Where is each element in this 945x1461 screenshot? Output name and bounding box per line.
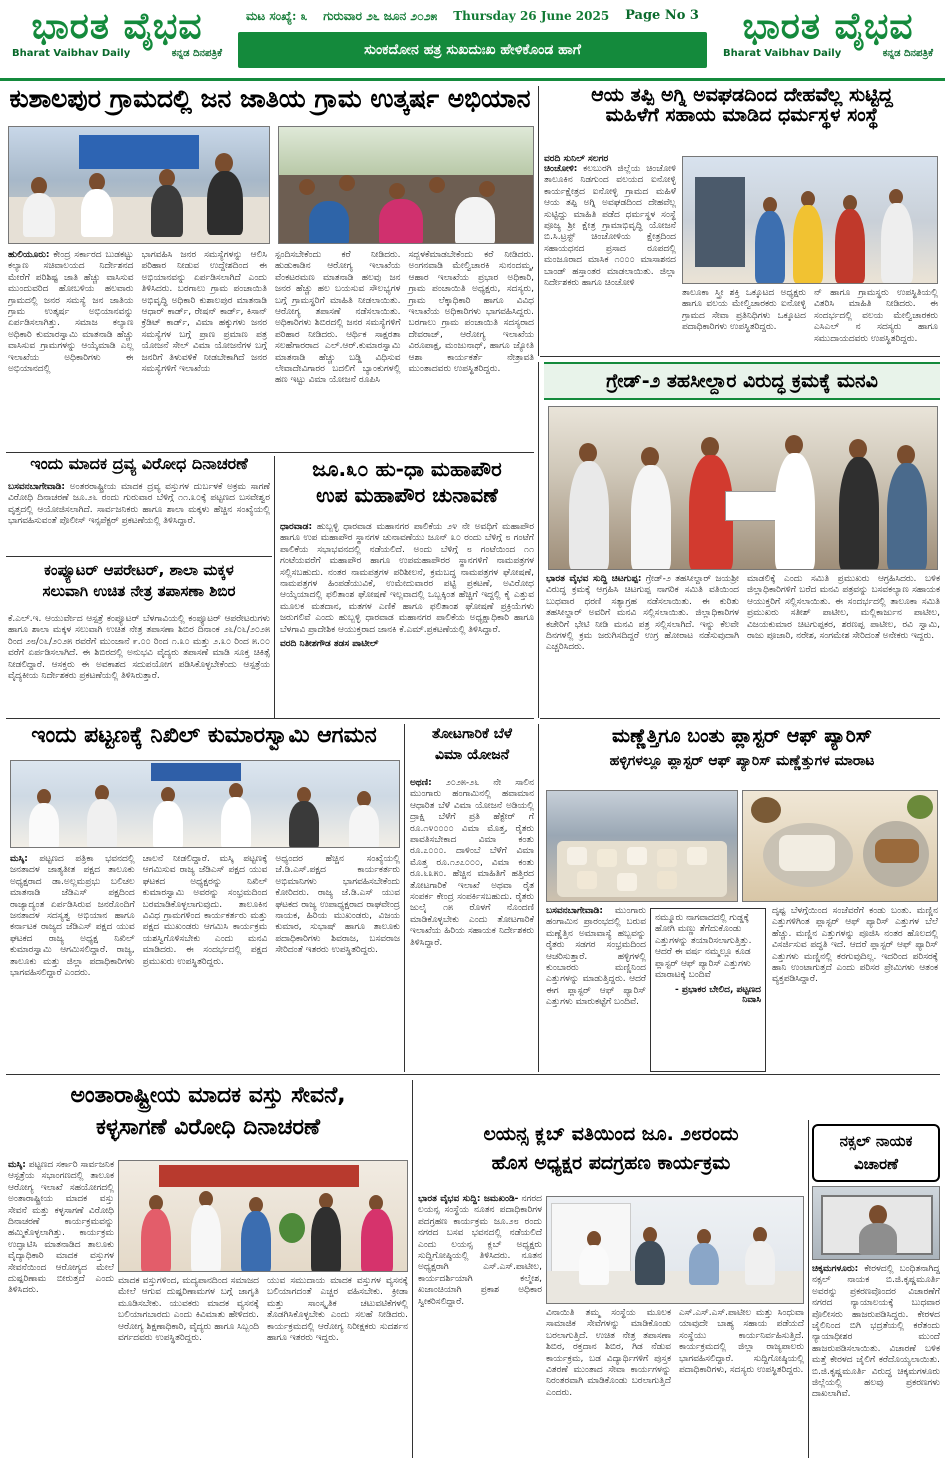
dateline: ಮಸ್ಕಿ:: [10, 854, 28, 864]
headline-line-2: ಉಪ ಮಹಾಪೌರ ಚುನಾವಣೆ: [316, 483, 498, 507]
photo-meeting-stage: [8, 126, 270, 244]
headline-line-2: ವಿಚಾರಣೆ: [853, 1154, 899, 1173]
paragraph: ಕೆ.ಎಲ್.ಇ. ಆಯುರ್ವೇದ ಆಸ್ಪತ್ರೆ ಕಂಪ್ಯೂಟರ್ ಬೆಳಗಾವಿಯಲ್ಲಿ ಕಂಪ್ಯೂಟರ್ ಆಪರೇಟರುಗಳು ಹಾಗೂ ಶಾಲಾ ಮಕ್ಕಳ ಸಲುವಾಗಿ ಉಚಿತ ನೇತ್ರ ತಪಾಸಣಾ ಶಿಬಿರ ದಿನಾಂಕ ೨೬/೦೬/೨೦೨೫ ರಿಂದ ೨೮/೦೬/೨೦೨೫ ರವರೆಗೆ ಮುಂಜಾನೆ ೯.೦೦ ರಿಂದ ೧.೩೦ ಮತ್ತು ೨.೩೦ ರಿಂದ ೫.೦೦ ವರೆಗೆ ಏರ್ಪಡಿಸಲಾಗಿದೆ. ಈ ಶಿಬಿರದಲ್ಲಿ ಅನುಭವಿ ವೈದ್ಯರು ತಪಾಸಣೆ ಮಾಡಿ ಸೂಕ್ತ ಚಿಕಿತ್ಸೆ ನೀಡಲಿದ್ದಾರೆ. ಆಸಕ್ತರು ಈ ಅವಕಾಶದ ಸದುಪಯೋಗ ಪಡಿಸಿಕೊಳ್ಳಬೇಕೆಂದು ಆಸ್ಪತ್ರೆಯ ವೈದ್ಯಕೀಯ ನಿರ್ದೇಶಕರು ಪ್ರಕಟಣೆಯಲ್ಲಿ ತಿಳಿಸಿರುತ್ತಾರೆ.: [8, 614, 270, 682]
quote-box: [650, 908, 766, 1072]
masthead-rule: [0, 78, 945, 81]
photo-bond-handover: [682, 156, 938, 284]
brand-subtitle-en: Bharat Vaibhav Daily: [12, 48, 131, 59]
divider: [6, 718, 534, 719]
paragraph: ದೃಷ್ಟ ಬೆಳಗ್ಗೆಯಿಂದ ಸಂಜೆವರೆಗೆ ಕಂಡು ಬಂತು. ಮಣ್ಣಿನ ಎತ್ತುಗಳಿಗಿಂತ ಪ್ಲಾಸ್ಟರ್ ಆಫ್ ಪ್ಯಾರಿಸ್ ಎತ್ತುಗಳ ಬೆಲೆ ಹೆಚ್ಚು. ಮಣ್ಣಿನ ಎತ್ತುಗಳನ್ನು ಪೂಜಿಸಿ ನಂತರ ಹೊಲದಲ್ಲಿ ವಿಸರ್ಜಿಸುವ ಪದ್ಧತಿ ಇದೆ. ಆದರೆ ಪ್ಲಾಸ್ಟರ್ ಆಫ್ ಪ್ಯಾರಿಸ್ ಎತ್ತುಗಳು ಮಣ್ಣಿನಲ್ಲಿ ಕರಗುವುದಿಲ್ಲ. ಇದರಿಂದ ಪರಿಸರಕ್ಕೆ ಹಾನಿ ಉಂಟಾಗುತ್ತದೆ ಎಂದು ಪರಿಸರ ಪ್ರೇಮಿಗಳು ಆತಂಕ ವ್ಯಕ್ತಪಡಿಸಿದ್ದಾರೆ.: [772, 906, 938, 985]
paragraph: ಎಸ್.ಎಸ್.ಎಸ್.ಪಾಟೀಲ ಮತ್ತು ಸಿಂಧುವಾ ಯಾವುದೇ ಬಾಹ್ಯ ಸಹಾಯ ಪಡೆಯದೆ ಸಂಸ್ಥೆಯು ಕಾರ್ಯನಿರ್ವಹಿಸುತ್ತಿದೆ. ಕಾರ್ಯಕ್ರಮದಲ್ಲಿ ಜಿಲ್ಲಾ ರಾಜ್ಯಪಾಲರು ಭಾಗವಹಿಸಲಿದ್ದಾರೆ. ಸುದ್ದಿಗೋಷ್ಠಿಯಲ್ಲಿ ಪದಾಧಿಕಾರಿಗಳು, ಸದಸ್ಯರು ಉಪಸ್ಥಿತರಿದ್ದರು.: [679, 1308, 804, 1376]
article-drug-day-body: [8, 482, 270, 552]
date-kannada: ಗುರುವಾರ ೨೬ ಜೂನ ೨೦೨೫: [323, 9, 438, 23]
brand-logo-left: [4, 4, 230, 70]
headline-line-1: ಆಯ ತಪ್ಪಿ ಅಗ್ನಿ ಅವಘಡದಿಂದ ದೇಹವೆಲ್ಲ ಸುಟ್ಟಿದ್ದ: [591, 86, 893, 106]
issue-number: ಮಟ ಸಂಖ್ಯೆ: ೩: [246, 9, 308, 23]
paragraph: ನಗರದ ಲಯನ್ಸ ಸಂಸ್ಥೆಯ ನೂತನ ಪದಾಧಿಕಾರಿಗಳ ಪದಗ್ರಹಣ ಕಾರ್ಯಕ್ರಮ ಜೂ.೨೮ ರಂದು ನಗರದ ಬಸವ ಭವನದಲ್ಲಿ ನಡೆಯಲಿದೆ ಎಂದು ಲಯನ್ಸ ಕ್ಲಬ್ ಅಧ್ಯಕ್ಷರು ಸುದ್ದಿಗೋಷ್ಠಿಯಲ್ಲಿ ತಿಳಿಸಿದರು. ನೂತನ ಅಧ್ಯಕ್ಷರಾಗಿ ಎಸ್.ಎಸ್.ಪಾಟೀಲ, ಕಾರ್ಯದರ್ಶಿಯಾಗಿ ಕಲ್ಮೇಶ, ಖಜಾಂಚಿಯಾಗಿ ಪ್ರಕಾಶ ಅಧಿಕಾರ ಸ್ವೀಕರಿಸಲಿದ್ದಾರೆ.: [418, 1194, 542, 1307]
article-crop-insurance-body: [410, 778, 534, 1068]
divider: [538, 724, 539, 1072]
paragraph: ಮಾದಕ ವಸ್ತುಗಳಿಂದ, ಮದ್ಯಪಾನದಿಂದ ಸಮಾಜದ ಮೇಲೆ ಆಗುವ ದುಷ್ಪರಿಣಾಮಗಳ ಬಗ್ಗೆ ಜಾಗೃತಿ ಮೂಡಿಸಬೇಕು. ಯುವಕರು ಮಾದಕ ವ್ಯಸನಕ್ಕೆ ಬಲಿಯಾಗಬಾರದು ಎಂದು ಕಿವಿಮಾತು ಹೇಳಿದರು. ಆರೋಗ್ಯ ಶಿಕ್ಷಣಾಧಿಕಾರಿ, ವೈದ್ಯರು ಹಾಗೂ ಸಿಬ್ಬಂದಿ ವರ್ಗದವರು ಉಪಸ್ಥಿತರಿದ್ದರು.: [118, 1276, 259, 1344]
byline: ವರದಿ ಸುನಿಲ್ ಸಲಗರ: [544, 154, 609, 164]
divider: [6, 556, 272, 557]
paragraph: ಸದ್ಬಳಕೆಮಾಡಬೇಕೆಂದು ಕರೆ ನೀಡಿದರು. ಅಂಗನವಾಡಿ ಮೇಲ್ವಿಚಾರಕಿ ಸುನಂದಮ್ಮ, ಆಹಾರ ಇಲಾಖೆಯ ಪ್ರಭಾರ ಅಧಿಕಾರಿ, ಗ್ರಾಮ ಪಂಚಾಯಿತಿ ಅಧ್ಯಕ್ಷರು, ಸದಸ್ಯರು, ಗ್ರಾಮ ಲೆಕ್ಕಾಧಿಕಾರಿ ಹಾಗೂ ವಿವಿಧ ಇಲಾಖೆಯ ಅಧಿಕಾರಿಗಳು ಭಾಗವಹಿಸಿದ್ದರು. ಬರಗಾಲು ಗ್ರಾಮ ಪಂಚಾಯಿತಿ ಸದಸ್ಯರಾದ ದೇವರಾಜ್, ಆರೋಗ್ಯ ಇಲಾಖೆಯ ವಿರೂಪಾಕ್ಷ, ಮಂಜುನಾಥ್, ಹಾಗೂ ಜ್ಯೋತಿ ಆಶಾ ಕಾರ್ಯಕರ್ತೆ ನೇತ್ರಾವತಿ ಮುಂತಾದವರು ಉಪಸ್ಥಿತರಿದ್ದರು.: [408, 250, 534, 375]
dateline: ಬಸವನಬಾಗೇವಾಡಿ:: [546, 906, 604, 916]
paragraph: ಪಟ್ಟಣದ ಪತ್ರಿಕಾ ಭವನದಲ್ಲಿ ಜನತಾದಳ ಜಾತ್ಯತೀತ ಪಕ್ಷದ ತಾಲೂಕು ಅಧ್ಯಕ್ಷರಾದ ಡಾ.ಅಲ್ಲಮಪ್ರಭು ಬಲಿಚಲ ಮಾತನಾಡಿ ಜೆಡಿಎಸ್ ಪಕ್ಷದಿಂದ ರಾಜ್ಯಾದ್ಯಂತ ಏರ್ಪಡಿಸಿರುವ ಜನರೊಂದಿಗೆ ಜನತಾದಳ ಸದಸ್ಯತ್ವ ಅಭಿಯಾನ ಹಾಗೂ ಕರ್ನಾಟಕ ರಾಜ್ಯದ ಜೆಡಿಎಸ್ ಪಕ್ಷದ ಯುವ ಘಟಕದ ರಾಜ್ಯ ಅಧ್ಯಕ್ಷ ನಿಖಿಲ್ ಕುಮಾರಸ್ವಾಮಿ ಆಗಮಿಸಲಿದ್ದಾರೆ. ರಾಜ್ಯ, ತಾಲೂಕು ಮತ್ತು ಜಿಲ್ಲಾ ಪದಾಧಿಕಾರಿಗಳು ಭಾಗವಹಿಸಲಿದ್ದಾರೆ ಎಂದರು.: [10, 854, 135, 979]
divider: [538, 86, 539, 356]
paragraph: ಕೇಂದ್ರ ಸರ್ಕಾರದ ಬುಡಕಟ್ಟು ಕಲ್ಯಾಣ ಸಚಿವಾಲಯದ ನಿರ್ದೇಶನದ ಮೇರೆಗೆ ಪರಿಶಿಷ್ಟ ಜಾತಿ ಹೆಚ್ಚು ವಾಸಿಸುವ ಮುಂದುವರಿದ ಹೋಬಳಿಯ ಹಲವಾರು ಗ್ರಾಮದಲ್ಲಿ ಜನರ ಸಮಸ್ಯೆ ಜನ ಜಾತಿಯ ಗ್ರಾಮ ಉತ್ಕರ್ಷ ಅಭಿಯಾನವನ್ನು ಏರ್ಪಡಿಸಲಾಗಿತ್ತು. ಸಮಾಜ ಕಲ್ಯಾಣ ಅಧಿಕಾರಿ ಕುಮಾರಸ್ವಾಮಿ ಮಾತನಾಡಿ ಹೆಚ್ಚು ವಾಸಿಸುವ ಗ್ರಾಮಗಳನ್ನು ಆಯ್ಕೆಮಾಡಿ ಎಲ್ಲ ಇಲಾಖೆಯ ಅಧಿಕಾರಿಗಳು ಈ ಅಭಿಯಾನದಲ್ಲಿ: [8, 250, 134, 375]
paragraph: ನ್ ಹಾಗೂ ಗ್ರಾಮಸ್ಥರು ಉಪಸ್ಥಿತಿಯಲ್ಲಿ ವಿತರಿಸಿ ಮಾಹಿತಿ ನೀಡಿದರು. ಈ ಸಂದರ್ಭದಲ್ಲಿ ವಲಯ ಮೇಲ್ವಿಚಾರಕರು ಎಸಿಎಲ್ ನ ಸದಸ್ಯರು ಹಾಗೂ ಸಮುದಾಯದವರು ಉಪಸ್ಥಿತರಿದ್ದರು.: [814, 288, 938, 344]
page-number: Page No 3: [625, 8, 699, 23]
divider: [6, 452, 534, 453]
article-lions-club-body: [418, 1194, 542, 1456]
divider: [540, 356, 940, 357]
masthead-center: [238, 6, 707, 72]
headline-line-1: ನಕ್ಸಲ್ ನಾಯಕ: [839, 1132, 913, 1150]
article-dharmasthala: [544, 86, 940, 152]
dateline: ಚಿಂಚೋಳಿ:: [544, 164, 578, 174]
paragraph: ವಿನಾಯಿತಿ ತಮ್ಮ ಸಂಸ್ಥೆಯ ಮೂಲಕ ಸಾಮಾಜಿಕ ಸೇವೆಗಳನ್ನು ಮಾಡಿಕೊಂಡು ಬರಲಾಗುತ್ತಿದೆ. ಉಚಿತ ನೇತ್ರ ತಪಾಸಣಾ ಶಿಬಿರ, ರಕ್ತದಾನ ಶಿಬಿರ, ಗಿಡ ನೆಡುವ ಕಾರ್ಯಕ್ರಮ, ಬಡ ವಿದ್ಯಾರ್ಥಿಗಳಿಗೆ ಪುಸ್ತಕ ವಿತರಣೆ ಮುಂತಾದ ಸೇವಾ ಕಾರ್ಯಗಳನ್ನು ನಿರಂತರವಾಗಿ ಮಾಡಿಕೊಂಡು ಬರಲಾಗುತ್ತಿದೆ ಎಂದರು.: [546, 1308, 671, 1398]
headline-line-1: ಅಂತಾರಾಷ್ಟ್ರೀಯ ಮಾದಕ ವಸ್ತು ಸೇವನೆ,: [70, 1083, 346, 1108]
article-plaster-bulls: [544, 722, 940, 786]
headline: ಕುಶಾಲಪುರ ಗ್ರಾಮದಲ್ಲಿ ಜನ ಜಾತಿಯ ಗ್ರಾಮ ಉತ್ಕರ್ಷ ಅಭಿಯಾನ: [9, 86, 531, 113]
paragraph: ಮಾಡಲಿಕ್ಕೆ ಎಂದು ಸಮಿತಿ ಪ್ರಮುಖರು ಆಗ್ರಹಿಸಿದರು. ಬಳಿಕ ಜಿಲ್ಲಾಧಿಕಾರಿಗಳಿಗೆ ಬರೆದ ಮನವಿ ಪತ್ರವನ್ನು ಬಸವಕಲ್ಯಾಣ ಸಹಾಯಕ ಆಯುಕ್ತರಿಗೆ ಸಲ್ಲಿಸಲಾಯಿತು. ಈ ಸಂದರ್ಭದಲ್ಲಿ ತಾಲೂಕಾ ಸಮಿತಿ ಪ್ರಮುಖರು ಸತೀಶ್ ಪಾಟೀಲ, ಮಲ್ಲಿಕಾರ್ಜುನ ಪಾಟೀಲ, ವಿಜಯಕುಮಾರ ಚಿಟಗುಪ್ಪಕರ, ಶರಣಪ್ಪ ಪಾಟೀಲ, ರವಿ ಸ್ವಾಮಿ, ರಾಜು ಪೂಜಾರಿ, ನರೇಶ, ಸಂಗಮೇಶ ಸೇರಿದಂತೆ ಅನೇಕರು ಇದ್ದರು.: [747, 574, 940, 642]
divider: [808, 1120, 809, 1458]
photo-crowd-villagers: [278, 126, 534, 244]
masthead: [0, 0, 945, 78]
headline-line-2: ಮಹಿಳೆಗೆ ಸಹಾಯ ಮಾಡಿದ ಧರ್ಮಸ್ಥಳ ಸಂಸ್ಥೆ: [605, 103, 879, 126]
brand-subtitle-kn: ಕನ್ನಡ ದಿನಪತ್ರಿಕೆ: [171, 48, 222, 59]
article-kushalapura: [6, 86, 534, 122]
article-lions-club-body-2: [546, 1308, 804, 1456]
brand-title: ಭಾರತ ವೈಭವ: [31, 5, 203, 47]
article-mayor-election: [280, 456, 534, 516]
brand-title: ಭಾರತ ವೈಭವ: [742, 5, 914, 47]
photo-bull-idols-market: [546, 790, 738, 902]
paragraph: ಭಾಗವಹಿಸಿ ಜನರ ಸಮಸ್ಯೆಗಳನ್ನು ಆಲಿಸಿ ಪರಿಹಾರ ನೀಡುವ ಉದ್ದೇಶದಿಂದ ಈ ಅಭಿಯಾನವನ್ನು ಏರ್ಪಡಿಸಲಾಗಿದೆ ಎಂದು ತಿಳಿಸಿದರು. ಬರಗಾಲು ಗ್ರಾಮ ಪಂಚಾಯಿತಿ ಅಭಿವೃದ್ಧಿ ಅಧಿಕಾರಿ ಕುಶಾಲಪುರ ಮಾತನಾಡಿ ಆಧಾರ್ ಕಾರ್ಡ್, ರೇಷನ್ ಕಾರ್ಡ್, ಕಿಸಾನ್ ಕ್ರೆಡಿಟ್ ಕಾರ್ಡ್, ವಿಮಾ ಹಕ್ಕುಗಳು ಜನರ ಸಮಸ್ಯೆಗಳ ಬಗ್ಗೆ ಪ್ರಾಣ ಪ್ರಮಾಣ ಪತ್ರ ಯೋಜನೆ ಸೇಲ್ ವಿಮಾ ಯೋಜನೆಗಳ ಬಗ್ಗೆ ಜನರಿಗೆ ತಿಳುವಳಿಕೆ ನೀಡಬೇಕಾಗಿದೆ ಜನರ ಸಮಸ್ಯೆಗಳಿಗೆ ಇಲಾಖೆಯ: [141, 250, 267, 375]
dateline: ಧಾರವಾಡ:: [280, 522, 313, 532]
photo-lions-press-meet: [546, 1196, 804, 1304]
paragraph: ಮುಂಗಾರು ಹಂಗಾಮಿನ ಪ್ರಾರಂಭದಲ್ಲಿ ಬರುವ ಮಣ್ಣೆತ್ತಿನ ಅಮಾವಾಸ್ಯೆ ಹಬ್ಬವನ್ನು ರೈತರು ಸಡಗರ ಸಂಭ್ರಮದಿಂದ ಆಚರಿಸುತ್ತಾರೆ. ಹಳ್ಳಿಗಳಲ್ಲಿ ಕುಂಬಾರರು ಮಣ್ಣಿನಿಂದ ಎತ್ತುಗಳನ್ನು ಮಾಡುತ್ತಿದ್ದರು. ಆದರೆ ಈಗ ಪ್ಲಾಸ್ಟರ್ ಆಫ್ ಪ್ಯಾರಿಸ್ ಎತ್ತುಗಳು ಮಾರುಕಟ್ಟೆಗೆ ಬಂದಿವೆ.: [546, 906, 646, 1008]
paragraph: ಪಟ್ಟಣದ ಸರ್ಕಾರಿ ಸಾರ್ವಜನಿಕ ಆಸ್ಪತ್ರೆಯ ಸಭಾಂಗಣದಲ್ಲಿ ತಾಲೂಕ ಆರೋಗ್ಯ ಇಲಾಖೆ ಸಹಯೋಗದಲ್ಲಿ ಅಂತಾರಾಷ್ಟ್ರೀಯ ಮಾದಕ ವಸ್ತು ಸೇವನೆ ಮತ್ತು ಕಳ್ಳಸಾಗಣೆ ವಿರೋಧಿ ದಿನಾಚರಣೆ ಕಾರ್ಯಕ್ರಮವನ್ನು ಹಮ್ಮಿಕೊಳ್ಳಲಾಗಿತ್ತು. ಕಾರ್ಯಕ್ರಮ ಉದ್ಘಾಟಿಸಿ ಮಾತನಾಡಿದ ತಾಲೂಕು ವೈದ್ಯಾಧಿಕಾರಿ ಮಾದಕ ವಸ್ತುಗಳ ಸೇವನೆಯಿಂದ ಆರೋಗ್ಯದ ಮೇಲೆ ದುಷ್ಪರಿಣಾಮ ಬೀರುತ್ತದೆ ಎಂದು ತಿಳಿಸಿದರು.: [8, 1160, 114, 1296]
divider: [412, 1080, 413, 1458]
paragraph: ಚಾಲನೆ ನೀಡಲಿದ್ದಾರೆ. ಮಸ್ಕಿ ಪಟ್ಟಣಕ್ಕೆ ಆಗಮಿಸುವ ರಾಜ್ಯ ಜೆಡಿಎಸ್ ಪಕ್ಷದ ಯುವ ಘಟಕದ ಅಧ್ಯಕ್ಷರನ್ನು ನಿಖಿಲ್ ಕುಮಾರಸ್ವಾಮಿ ಅವರನ್ನು ಸಂಭ್ರಮದಿಂದ ಬರಮಾಡಿಕೊಳ್ಳಲಾಗುವುದು. ತಾಲೂಕಿನ ವಿವಿಧ ಗ್ರಾಮಗಳಿಂದ ಕಾರ್ಯಕರ್ತರು ಮತ್ತು ಪಕ್ಷದ ಮುಖಂಡರು ಆಗಮಿಸಿ ಕಾರ್ಯಕ್ರಮ ಯಶಸ್ವಿಗೊಳಿಸಬೇಕು ಎಂದು ಮನವಿ ಮಾಡಿದರು. ಈ ಸಂದರ್ಭದಲ್ಲಿ ಪಕ್ಷದ ಪ್ರಮುಖರು ಉಪಸ್ಥಿತರಿದ್ದರು.: [142, 854, 268, 967]
article-nikhil-visit: [8, 724, 400, 756]
divider: [6, 1074, 940, 1075]
article-anti-drug-day-body-2: [118, 1276, 408, 1456]
article-kushalapura-body: [8, 250, 534, 450]
quote-attribution: - ಪ್ರಭಾಕರ ಬೇಲಿದ, ಪಟ್ಟಣದ ನಿವಾಸಿ: [675, 985, 761, 1006]
paragraph: ಹುಬ್ಬಳ್ಳಿ ಧಾರವಾಡ ಮಹಾನಗರ ಪಾಲಿಕೆಯ ೨೪ ನೇ ಅವಧಿಗೆ ಮಹಾಪೌರ ಹಾಗೂ ಉಪ ಮಹಾಪೌರ ಸ್ಥಾನಗಳ ಚುನಾವಣೆಯು ಜೂನ್ ೩೦ ರಂದು ಬೆಳಿಗ್ಗೆ ೮ ಗಂಟೆಗೆ ಪಾಲಿಕೆಯ ಸಭಾಭವನದಲ್ಲಿ ನಡೆಯಲಿದೆ. ಅಂದು ಬೆಳಿಗ್ಗೆ ೮ ಗಂಟೆಯಿಂದ ೧೧ ಗಂಟೆಯವರೆಗೆ ಮಹಾಪೌರ ಹಾಗೂ ಉಪಮಹಾಪೌರರ ಸ್ಥಾನಗಳಿಗೆ ನಾಮಪತ್ರಗಳ ಸಲ್ಲಿಸಬಹುದು. ನಂತರ ನಾಮಪತ್ರಗಳ ಪರಿಶೀಲನೆ, ಕ್ರಮಬದ್ಧ ನಾಮಪತ್ರಗಳ ಘೋಷಣೆ, ನಾಮಪತ್ರಗಳ ಹಿಂಪಡೆಯುವಿಕೆ, ಉಮೇದುವಾರರ ಪಟ್ಟಿ ಪ್ರಕಟಣೆ, ಅವಿರೋಧ ಆಯ್ಕೆಯಾದಲ್ಲಿ ಫಲಿತಾಂಶ ಘೋಷಣೆ ಇಲ್ಲವಾದಲ್ಲಿ ಒಬ್ಬಕ್ಕಿಂತ ಹೆಚ್ಚಿಗೆ ಇದ್ದಲ್ಲಿ ಕೈ ಎತ್ತುವ ಮೂಲಕ ಮತದಾನ, ಮತಗಳ ಎಣಿಕೆ ಹಾಗೂ ಫಲಿತಾಂಶ ಘೋಷಣೆ ಪ್ರಕ್ರಿಯೆಗಳು ಜರುಗಲಿವೆ ಎಂದು ಹುಬ್ಬಳ್ಳಿ ಧಾರವಾಡ ಮಹಾನಗರ ಪಾಲಿಕೆಯ ಅಧ್ಯಕ್ಷಾಧಿಕಾರಿ ಹಾಗೂ ಬೆಳಗಾವಿ ಪ್ರಾದೇಶಿಕ ಆಯುಕ್ತರಾದ ಜಾನಕಿ ಕೆ.ಎಮ್.ಪ್ರಕಟಣೆಯಲ್ಲಿ ತಿಳಿಸಿದ್ದಾರೆ.: [280, 522, 534, 635]
date-english: Thursday 26 June 2025: [453, 9, 610, 23]
dateline: ಭಾರತ ವೈಭವ ಸುದ್ದಿ ಚಿಟಗುಪ್ಪ:: [546, 574, 642, 584]
article-lions-club: [418, 1120, 804, 1190]
headline-line-1: ಲಯನ್ಸ ಕ್ಲಬ್ ವತಿಯಿಂದ ಜೂ. ೨೮ರಂದು: [483, 1123, 739, 1145]
divider: [404, 724, 405, 1072]
divider: [540, 718, 940, 719]
headline-line-1: ಜೂ.೩೦ ಹು-ಧಾ ಮಹಾಪೌರ: [312, 457, 502, 481]
article-naxal-leader: [812, 1124, 940, 1182]
paragraph: ಅಂತರರಾಷ್ಟ್ರೀಯ ಮಾದಕ ದ್ರವ್ಯ ವಸ್ತುಗಳ ದುರ್ಬಳಕೆ ಅಕ್ರಮ ಸಾಗಣೆ ವಿರೋಧಿ ದಿನಾಚರಣೆ ಜೂ.೨೬ ರಂದು ಗುರುವಾರ ಬೆಳಿಗ್ಗೆ ೧೧.೩೦ಕ್ಕೆ ಪಟ್ಟಣದ ಬಸವೇಶ್ವರ ವೃತ್ತದಲ್ಲಿ ಆಯೋಜಿಸಲಾಗಿದೆ. ಸಾರ್ವಜನಿಕರು ಹಾಗೂ ಶಾಲಾ ಮಕ್ಕಳು ಹೆಚ್ಚಿನ ಸಂಖ್ಯೆಯಲ್ಲಿ ಭಾಗವಹಿಸುವಂತೆ ಪೊಲೀಸ್ ಇನ್ಸಪೆಕ್ಟರ್ ಪ್ರಕಟಣೆಯಲ್ಲಿ ತಿಳಿಸಿದ್ದಾರೆ.: [8, 482, 270, 527]
article-crop-insurance: [410, 724, 534, 774]
headline: ಇಂದು ಪಟ್ಟಣಕ್ಕೆ ನಿಖಿಲ್ ಕುಮಾರಸ್ವಾಮಿ ಆಗಮನ: [31, 724, 377, 748]
quote-text: ನಮ್ಮೂರು ನಾಗವಾದದಲ್ಲಿ ಗುಡ್ಡಕ್ಕೆ ಹೋಗಿ ಮಣ್ಣು ತೆಗೆದುಕೊಂಡು ಎತ್ತುಗಳನ್ನು ತಯಾರಿಸಲಾಗುತ್ತಿತ್ತು. ಆದರೆ ಈ ವರ್ಷ ನಮ್ಮಲ್ಲೂ ಕೂಡ ಪ್ಲಾಸ್ಟರ್ ಆಫ್ ಪ್ಯಾರಿಸ್ ಎತ್ತುಗಳು ಮಾರಾಟಕ್ಕೆ ಬಂದಿವೆ: [655, 913, 752, 981]
article-anti-drug-day-body: [8, 1160, 114, 1456]
tagline-banner: ಸುಂಕದೋನ ಹತ್ರ ಸುಖದುಃಖ ಹೇಳಿಕೊಂಡ ಹಾಗೆ: [238, 32, 707, 68]
article-dharmasthala-body-2: [682, 288, 938, 350]
paragraph: ಅಧ್ಯಂದರ ಹೆಚ್ಚಿನ ಸಂಖ್ಯೆಯಲ್ಲಿ ಜೆ.ಡಿ.ಎಸ್.ಪಕ್ಷದ ಕಾರ್ಯಕರ್ತರು ಅಭಿಮಾನಿಗಳು ಭಾಗವಹಿಸಬೇಕೆಂದು ಕೋರಿದರು. ರಾಜ್ಯ ಜೆ.ಡಿ.ಎಸ್ ಯುವ ಘಟಕದ ರಾಜ್ಯ ಉಪಾಧ್ಯಕ್ಷರಾದ ರಾಘವೇಂದ್ರ ನಾಯಕ, ಹಿರಿಯ ಮುಖಂಡರು, ವಿಜಯ ಕುಮಾರ, ಸುಭಾಷ್ ಹಾಗೂ ತಾಲೂಕು ಪದಾಧಿಕಾರಿಗಳು ಶಿವರಾಜ, ಬಸವರಾಜ ಸೇರಿದಂತೆ ಇತರರು ಉಪಸ್ಥಿತರಿದ್ದರು.: [275, 854, 400, 956]
article-dharmasthala-body: [544, 154, 676, 348]
paragraph: ಗ್ರೇಡ್-೨ ತಹಸೀಲ್ದಾರ್ ಜಯಶ್ರೀ ವಿರುದ್ಧ ಕ್ರಮಕ್ಕೆ ಆಗ್ರಹಿಸಿ ಚಿಟಗುಪ್ಪ ನಾಗರಿಕ ಸಮಿತಿ ವತಿಯಿಂದ ಬುಧವಾರ ಧರಣಿ ಸತ್ಯಾಗ್ರಹ ನಡೆಸಲಾಯಿತು. ಈ ಕುರಿತು ತಹಸೀಲ್ದಾರ್ ಅವರಿಗೆ ಮನವಿ ಸಲ್ಲಿಸಲಾಯಿತು. ಜಿಲ್ಲಾಧಿಕಾರಿಗಳ ಕಚೇರಿಗೆ ಭೇಟಿ ನೀಡಿ ಮನವಿ ಪತ್ರ ಸಲ್ಲಿಸಲಾಗಿದೆ. ಇನ್ನು ಕೆಲವೇ ದಿನಗಳಲ್ಲಿ ಕ್ರಮ ಜರುಗಿಸದಿದ್ದರೆ ಉಗ್ರ ಹೋರಾಟ ನಡೆಸುವುದಾಗಿ ಎಚ್ಚರಿಸಿದರು.: [546, 574, 739, 653]
photo-press-meet: [10, 760, 400, 848]
dateline: ಬಸವನಬಾಗೇವಾಡಿ:: [8, 482, 66, 492]
dateline: ಹುಲಿಯೂರು:: [8, 250, 50, 260]
photo-awareness-event: [118, 1160, 408, 1272]
headline-line-1: ತೋಟಗಾರಿಕೆ ಬೆಳೆ: [431, 726, 512, 742]
article-eye-camp-body: [8, 614, 270, 714]
article-eye-camp: [8, 560, 270, 610]
article-anti-drug-day: [8, 1080, 408, 1156]
paragraph: ಸ್ಪಂದಿಸಬೇಕೆಂದು ಕರೆ ನೀಡಿದರು. ಹುಡುಕಾಡಿನ ಆರೋಗ್ಯ ಇಲಾಖೆಯ ವೆಂಕಟರಮಣ ಮಾತನಾಡಿ ಹಲವು ಜನ ಜನರ ಹೆಚ್ಚು ಹಲ ಬಯಸುವ ಸೌಲಭ್ಯಗಳ ಬಗ್ಗೆ ಗ್ರಾಮಸ್ಥರಿಗೆ ಮಾಹಿತಿ ನೀಡಲಾಯಿತು. ಆರೋಗ್ಯ ತಪಾಸಣೆ ನಡೆಸಲಾಯಿತು. ಅಧಿಕಾರಿಗಳು ಶಿಬಿರದಲ್ಲಿ ಜನರ ಸಮಸ್ಯೆಗಳಿಗೆ ಪರಿಹಾರ ನೀಡಿದರು. ಆರ್ಥಿಕ ಸಾಕ್ಷರತಾ ಸಲಹೆಗಾರರಾದ ಎಲ್.ಆರ್.ಕುಮಾರಸ್ವಾಮಿ ಮಾತನಾಡಿ ಹೆಚ್ಚು ಬಡ್ಡಿ ವಿಧಿಸುವ ಲೇವಾದೇವಿಗಾರರ ಬದಲಿಗೆ ಬ್ಯಾಂಕುಗಳಲ್ಲಿ ಹಣ ಇಟ್ಟು ವಿಮಾ ಯೋಜನೆ ರೂಪಿಸಿ: [275, 250, 401, 386]
headline-line-2: ಸಲುವಾಗಿ ಉಚಿತ ನೇತ್ರ ತಪಾಸಣಾ ಶಿಬಿರ: [42, 582, 236, 600]
paragraph: ೨೦೨೫-೨೬ ನೇ ಸಾಲಿನ ಮುಂಗಾರು ಹಂಗಾಮಿನಲ್ಲಿ ಹವಾಮಾನ ಆಧಾರಿತ ಬೆಳೆ ವಿಮಾ ಯೋಜನೆ ಅಡಿಯಲ್ಲಿ ದ್ರಾಕ್ಷಿ ಬೆಳೆಗೆ ಪ್ರತಿ ಹೆಕ್ಟೇರ್ ಗೆ ರೂ.೧೪೦೦೦೦ ವಿಮಾ ಮೊತ್ತ, ರೈತರು ಪಾವತಿಸಬೇಕಾದ ವಿಮಾ ಕಂತು ರೂ.೭೦೦೦. ದಾಳಿಂಬೆ ಬೆಳೆಗೆ ವಿಮಾ ಮೊತ್ತ ರೂ.೧೨೭೦೦೦, ವಿಮಾ ಕಂತು ರೂ.೬೩೫೦. ಹೆಚ್ಚಿನ ಮಾಹಿತಿಗೆ ಹತ್ತಿರದ ತೋಟಗಾರಿಕೆ ಇಲಾಖೆ ಅಥವಾ ರೈತ ಸಂಪರ್ಕ ಕೇಂದ್ರ ಸಂಪರ್ಕಿಸಬಹುದು. ರೈತರು ಜುಲೈ ೧೫ ರೊಳಗೆ ನೊಂದಣಿ ಮಾಡಿಕೊಳ್ಳಬೇಕು ಎಂದು ತೋಟಗಾರಿಕೆ ಇಲಾಖೆಯ ಹಿರಿಯ ಸಹಾಯಕ ನಿರ್ದೇಶಕರು ತಿಳಿಸಿದ್ದಾರೆ.: [410, 778, 534, 948]
paragraph: ಕೇರಳದಲ್ಲಿ ಬಂಧಿತನಾಗಿದ್ದ ನಕ್ಸಲ್ ನಾಯಕ ಬಿ.ಜಿ.ಕೃಷ್ಣಮೂರ್ತಿ ಅವರನ್ನು ಪ್ರಕರಣವೊಂದರ ವಿಚಾರಣೆಗೆ ನಗರದ ನ್ಯಾಯಾಲಯಕ್ಕೆ ಬುಧವಾರ ಪೊಲೀಸರು ಹಾಜರುಪಡಿಸಿದ್ದರು. ಕೇರಳದ ಜೈಲಿನಿಂದ ಬಿಗಿ ಭದ್ರತೆಯಲ್ಲಿ ಕರೆತಂದು ನ್ಯಾಯಾಧೀಶರ ಮುಂದೆ ಹಾಜರುಪಡಿಸಲಾಯಿತು. ವಿಚಾರಣೆ ಬಳಿಕ ಮತ್ತೆ ಕೇರಳದ ಜೈಲಿಗೆ ಕರೆದೊಯ್ಯಲಾಯಿತು. ಬಿ.ಜಿ.ಕೃಷ್ಣಮೂರ್ತಿ ವಿರುದ್ಧ ಚಿಕ್ಕಮಗಳೂರು ಜಿಲ್ಲೆಯಲ್ಲಿ ಹಲವು ಪ್ರಕರಣಗಳು ದಾಖಲಾಗಿವೆ.: [812, 1264, 940, 1400]
article-mayor-election-body: [280, 522, 534, 712]
photo-naxal-leader-vehicle: [812, 1186, 940, 1260]
divider: [274, 456, 275, 718]
dateline: ಮಸ್ಕಿ:: [8, 1160, 26, 1170]
article-drug-day: [8, 456, 270, 478]
article-tahsildar: [544, 362, 940, 400]
paragraph: ಕಲಬುರಗಿ ಜಿಲ್ಲೆಯ ಚಿಂಚೋಳಿ ತಾಲೂಕಿನ ನಿಡಗುಂದ ವಲಯದ ಐನೋಳ್ಳಿ ಕಾರ್ಯಕ್ಷೇತ್ರದ ಐನೋಳ್ಳಿ ಗ್ರಾಮದ ಮಹಿಳೆ ಆಯ ತಪ್ಪಿ ಅಗ್ನಿ ಅವಘಡದಿಂದ ದೇಹವೆಲ್ಲ ಸುಟ್ಟಿದ್ದು ಮಾಹಿತಿ ಪಡೆದ ಧರ್ಮಸ್ಥಳ ಸಂಸ್ಥೆ ಪೂಜ್ಯ ಶ್ರೀ ಕ್ಷೇತ್ರ ಗ್ರಾಮಾಭಿವೃದ್ಧಿ ಯೋಜನೆ ಬಿ.ಸಿ.ಟ್ರಸ್ಟ್ ಚಿಂಚೋಳಿಯ ಕ್ಷೇತ್ರದಿಂದ ಸಹಾಯಧನದ ಪ್ರಸಾದ ರೂಪದಲ್ಲಿ ಮಂಜೂರಾದ ಮಾಸಿಕ ೧೦೦೦ ಮಾಸಾಶನದ ಬಾಂಡ್ ಹಸ್ತಾಂತರ ಮಾಡಲಾಯಿತು. ಜಿಲ್ಲಾ ನಿರ್ದೇಶಕರು ಹಾಗೂ ಚಿಂಚೋಳಿ: [544, 164, 676, 289]
brand-logo-right: [715, 4, 941, 70]
article-naxal-leader-body: [812, 1264, 940, 1456]
headline-line-2: ಕಳ್ಳಸಾಗಣೆ ವಿರೋಧಿ ದಿನಾಚರಣೆ: [95, 1114, 321, 1140]
article-plaster-bulls-body: [546, 906, 646, 1072]
dateline: ಅಥಣಿ:: [410, 778, 432, 788]
headline-line-1: ಕಂಪ್ಯೂಟರ್ ಆಪರೇಟರ್, ಶಾಲಾ ಮಕ್ಕಳ: [44, 561, 234, 579]
article-plaster-bulls-body-2: [772, 906, 938, 1072]
headline-line-2: ಹೊಸ ಅಧ್ಯಕ್ಷರ ಪದಗ್ರಹಣ ಕಾರ್ಯಕ್ರಮ: [491, 1151, 731, 1174]
dateline: ಚಿಕ್ಕಮಗಳೂರು:: [812, 1264, 859, 1274]
headline: ಗ್ರೇಡ್-೨ ತಹಸೀಲ್ದಾರ ವಿರುದ್ಧ ಕ್ರಮಕ್ಕೆ ಮನವಿ: [606, 370, 878, 392]
headline: ಇಂದು ಮಾದಕ ದ್ರವ್ಯ ವಿರೋಧ ದಿನಾಚರಣೆ: [30, 456, 248, 473]
reporter-credit: ವರದಿ ನಿತೀಶಗೌಡ ತಡಸ ಪಾಟೀಲ್: [280, 639, 379, 650]
brand-subtitle-en: Bharat Vaibhav Daily: [723, 48, 842, 59]
dateline: ಭಾರತ ವೈಭವ ಸುದ್ದಿ: ಜಮಖಂಡಿ-: [418, 1194, 519, 1204]
headline-line-2: ಹಳ್ಳಿಗಳಲ್ಲೂ ಪ್ಲಾಸ್ಟರ್ ಆಫ್ ಪ್ಯಾರಿಸ್ ಮಣ್ಣೆತ್ತುಗಳ ಮಾರಾಟ: [609, 752, 875, 769]
photo-festival-food: [742, 790, 938, 902]
article-nikhil-visit-body: [10, 854, 400, 1062]
headline-line-1: ಮಣ್ಣೆತ್ತಿಗೂ ಬಂತು ಪ್ಲಾಸ್ಟರ್ ಆಫ್ ಪ್ಯಾರಿಸ್: [612, 725, 872, 747]
headline-line-2: ವಿಮಾ ಯೋಜನೆ: [434, 747, 510, 763]
paragraph: ತಾಲೂಕಾ ಸ್ತ್ರೀ ಶಕ್ತಿ ಒಕ್ಕೂಟದ ಅಧ್ಯಕ್ಷರು ಹಾಗೂ ವಲಯ ಮೇಲ್ವಿಚಾರಕರು ಐನೋಳ್ಳಿ ಗ್ರಾಮದ ಸೇವಾ ಪ್ರತಿನಿಧಿಗಳು ಒಕ್ಕೂಟದ ಪದಾಧಿಕಾರಿಗಳು ಉಪಸ್ಥಿತರಿದ್ದರು.: [682, 288, 806, 333]
article-tahsildar-body: [546, 574, 940, 714]
brand-subtitle-kn: ಕನ್ನಡ ದಿನಪತ್ರಿಕೆ: [882, 48, 933, 59]
photo-memorandum: [548, 406, 938, 570]
paragraph: ಯುವ ಸಮುದಾಯ ಮಾದಕ ವಸ್ತುಗಳ ವ್ಯಸನಕ್ಕೆ ಬಲಿಯಾಗದಂತೆ ಎಚ್ಚರ ವಹಿಸಬೇಕು. ಕ್ರೀಡಾ ಮತ್ತು ಸಾಂಸ್ಕೃತಿಕ ಚಟುವಟಿಕೆಗಳಲ್ಲಿ ತೊಡಗಿಸಿಕೊಳ್ಳಬೇಕು ಎಂದು ಸಲಹೆ ನೀಡಿದರು. ಕಾರ್ಯಕ್ರಮದಲ್ಲಿ ಆರೋಗ್ಯ ನಿರೀಕ್ಷಕರು ಸುದರ್ಶನ ಹಾಗೂ ಇತರರು ಇದ್ದರು.: [267, 1276, 408, 1344]
divider: [538, 362, 539, 718]
